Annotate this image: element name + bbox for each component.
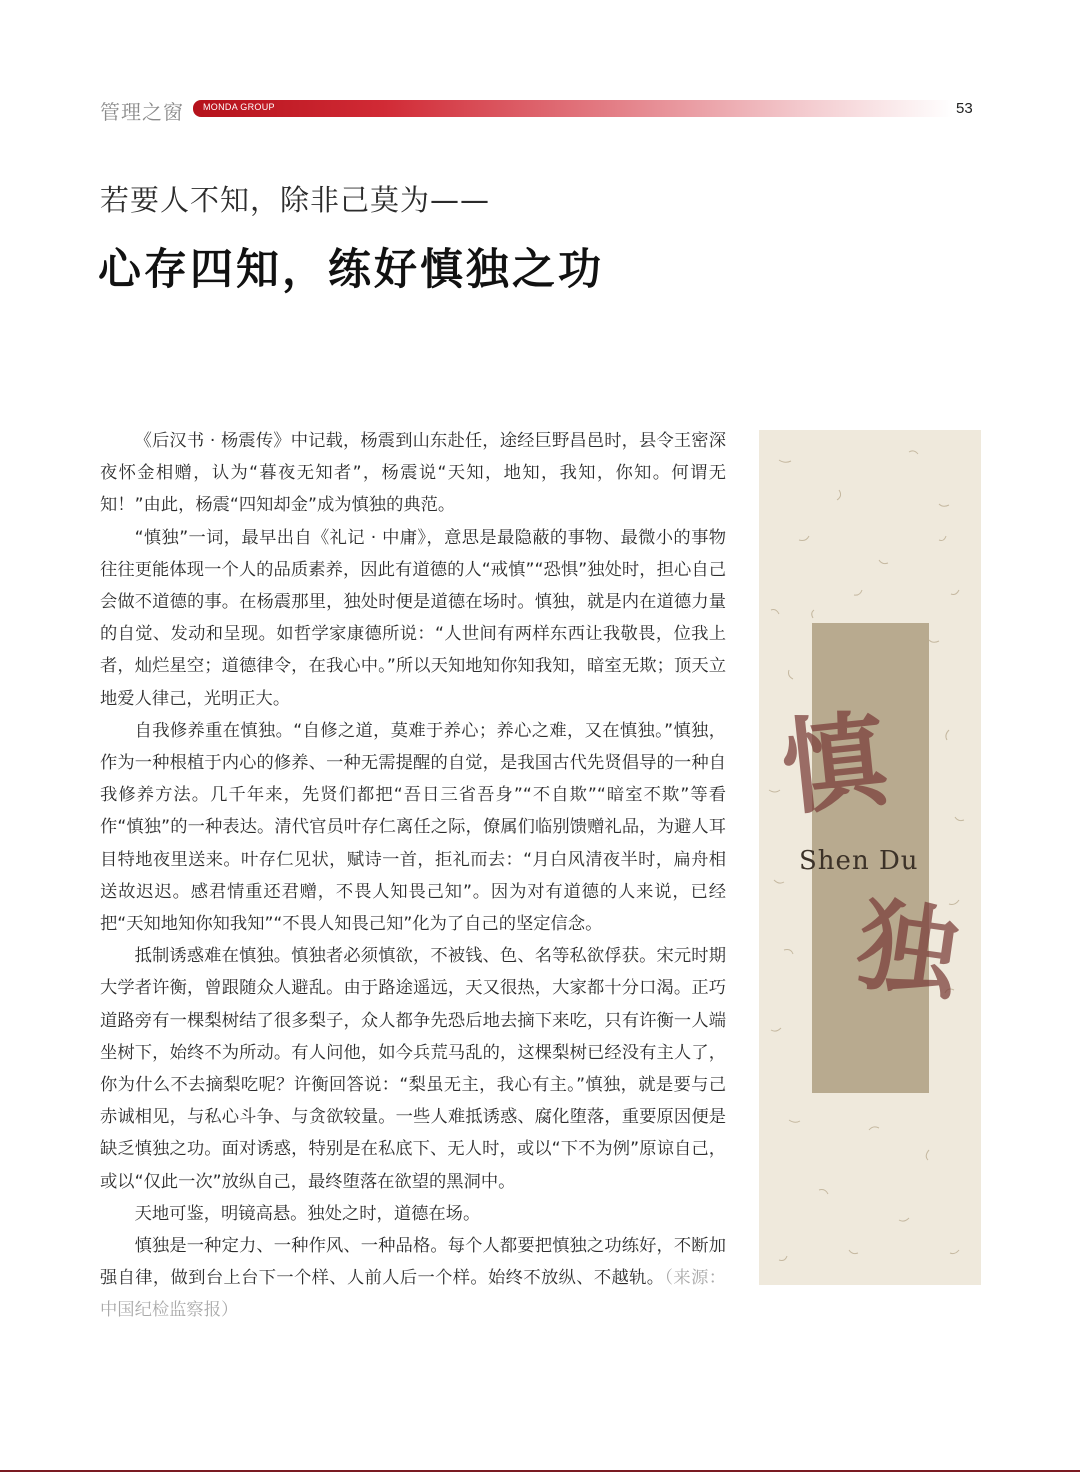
section-title: 管理之窗 <box>100 100 184 124</box>
article-body <box>100 425 726 1327</box>
pinyin-label: Shen Du <box>799 846 919 876</box>
article-paragraph: 抵制诱惑难在慎独。慎独者必须慎欲，不被钱、色、名等私欲俘获。宋元时期大学者许衡，曾跟随众人避乱。由于路途遥远，天又很热，大家都十分口渴。正巧道路旁有一棵梨树结了很多梨子，众人都争先恐后地去摘下来吃，只有许衡一人端坐树下，始终不为所动。有人问他，如今兵荒马乱的，这棵梨树已经没有主人了，你为什么不去摘梨吃呢？许衡回答说：“梨虽无主，我心有主。”慎独，就是要与己赤诚相见，与私心斗争、与贪欲较量。一些人难抵诱惑、腐化堕落，重要原因便是缺乏慎独之功。面对诱惑，特别是在私底下、无人时，或以“下不为例”原谅自己，或以“仅此一次”放纵自己，最终堕落在欲望的黑洞中。 <box>100 946 726 1192</box>
article-paragraph: “慎独”一词，最早出自《礼记 · 中庸》，意思是最隐蔽的事物、最微小的事物往往更能体现一个人的品质素养，因此有道德的人“戒慎”“恐惧”独处时，担心自己会做不道德的事。在杨震那里，独处时便是道德在场时。慎独，就是内在道德力量的自觉、发动和呈现。如哲学家康德所说：“人世间有两样东西让我敬畏，位我上者，灿烂星空；道德律令，在我心中。”所以天知地知你知我知，暗室无欺；顶天立地爱人律己，光明正大。 <box>100 527 726 709</box>
article-paragraph: 自我修养重在慎独。“自修之道，莫难于养心；养心之难，又在慎独。”慎独，作为一种根植于内心的修养、一种无需提醒的自觉，是我国古代先贤倡导的一种自我修养方法。几千年来，先贤们都把“吾日三省吾身”“不自欺”“暗室不欺”等看作“慎独”的一种表达。清代官员叶存仁离任之际，僚属们临别馈赠礼品，为避人耳目特地夜里送来。叶存仁见状，赋诗一首，拒礼而去：“月白风清夜半时，扁舟相送故迟迟。感君情重还君赠，不畏人知畏己知”。因为对有道德的人来说，已经把“天知地知你知我知”“不畏人知畏己知”化为了自己的坚定信念。 <box>100 720 726 935</box>
article-subtitle: 若要人不知，除非己莫为—— <box>100 183 491 217</box>
brand-label: MONDA GROUP <box>203 102 275 112</box>
article-source: （来源：中国纪检监察报） <box>100 1268 726 1321</box>
page-number: 53 <box>956 100 973 117</box>
last-paragraph-text: 慎独是一种定力、一种作风、一种品格。每个人都要把慎独之功练好，不断加强自律，做到台上台下一个样、人前人后一个样。始终不放纵、不越轨。 <box>100 1236 726 1289</box>
brand-bar <box>193 100 953 117</box>
article-paragraph-last <box>100 1230 726 1327</box>
side-illustration <box>759 430 981 1285</box>
article-paragraph: 《后汉书 · 杨震传》中记载，杨震到山东赴任，途经巨野昌邑时，县令王密深夜怀金相赠，认为“暮夜无知者”，杨震说“天知，地知，我知，你知。何谓无知！”由此，杨震“四知却金”成为慎独的典范。 <box>100 431 726 516</box>
article-title: 心存四知，练好慎独之功 <box>98 245 604 295</box>
page-header <box>0 90 1080 130</box>
calligraphy-char: 独 <box>850 884 966 1016</box>
calligraphy-char: 慎 <box>775 696 893 831</box>
footer-rule <box>0 1470 1080 1472</box>
article-paragraph: 天地可鉴，明镜高悬。独处之时，道德在场。 <box>134 1203 481 1224</box>
